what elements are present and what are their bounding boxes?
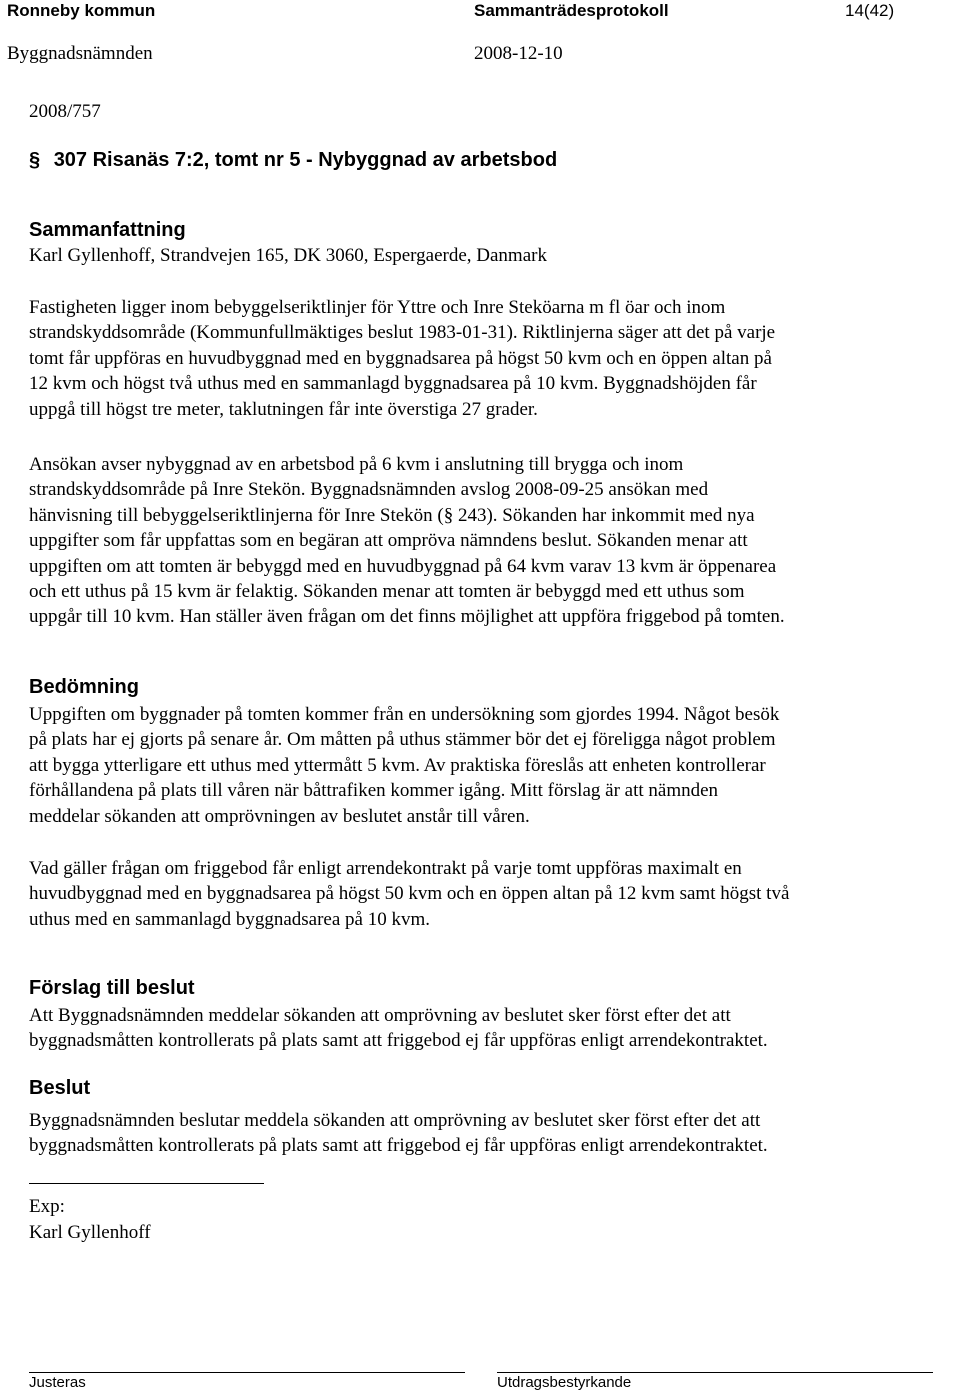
assessment-heading: Bedömning <box>29 676 139 698</box>
footer-line-right <box>497 1372 933 1373</box>
assessment-paragraph-2 <box>29 856 789 932</box>
text-line: byggnadsmåtten kontrollerats på plats samt att friggebod ej får uppföras enligt arrendekontraktet. <box>29 1135 768 1157</box>
text-line: uppgå till högst tre meter, taklutningen får inte överstiga 27 grader. <box>29 398 538 420</box>
text-line: uppgifter som får uppfattas som en begäran att ompröva nämndens beslut. Sökanden menar att <box>29 530 748 552</box>
text-line: meddelar sökanden att omprövningen av beslutet anstår till våren. <box>29 805 530 827</box>
text-line: Ansökan avser nybyggnad av en arbetsbod på 6 kvm i anslutning till brygga och inom <box>29 454 684 475</box>
summary-heading: Sammanfattning <box>29 219 186 241</box>
dispatch-label: Exp: <box>29 1196 65 1217</box>
text-line: Vad gäller frågan om friggebod får enligt arrendekontrakt på varje tomt uppföras maximalt en <box>29 858 742 879</box>
case-number: 2008/757 <box>29 101 101 122</box>
footer-justeras: Justeras <box>29 1374 86 1391</box>
document-type: Sammanträdesprotokoll <box>474 1 669 20</box>
text-line: huvudbyggnad med en byggnadsarea på högst 50 kvm och en öppen altan på 12 kvm samt högst två <box>29 883 790 905</box>
summary-paragraph-2 <box>29 452 785 630</box>
text-line: och ett uthus på 15 kvm är felaktig. Sökanden menar att tomten är bebyggd med ett uthus som <box>29 581 745 603</box>
footer-utdragsbestyrkande: Utdragsbestyrkande <box>497 1374 632 1391</box>
applicant-address: Karl Gyllenhoff, Strandvejen 165, DK 3060, Espergaerde, Danmark <box>29 245 547 266</box>
text-line: uppgår till 10 kvm. Han ställer även frågan om det finns möjlighet att uppföra friggebod på tomten. <box>29 606 785 628</box>
organization-name: Ronneby kommun <box>7 1 156 20</box>
decision-paragraph <box>29 1108 768 1159</box>
committee-name: Byggnadsnämnden <box>7 43 153 64</box>
decision-heading: Beslut <box>29 1077 91 1099</box>
text-line: strandskyddsområde (Kommunfullmäktiges beslut 1983-01-31). Riktlinjerna säger att det på varje <box>29 322 776 344</box>
text-line: att bygga ytterligare ett uthus med yttermått 5 kvm. Av praktiska föreslås att enheten kontrollerar <box>29 754 766 776</box>
paragraph-mark: § <box>29 149 41 171</box>
text-line: Uppgiften om byggnader på tomten kommer från en undersökning som gjordes 1994. Något besök <box>29 704 780 725</box>
text-line: Byggnadsnämnden beslutar meddela sökanden att omprövning av beslutet sker först efter det att <box>29 1110 761 1131</box>
dispatch-recipient: Karl Gyllenhoff <box>29 1222 151 1243</box>
text-line: Att Byggnadsnämnden meddelar sökanden att omprövning av beslutet sker först efter det att <box>29 1005 731 1026</box>
proposal-paragraph <box>29 1003 768 1054</box>
text-line: Fastigheten ligger inom bebyggelseriktlinjer för Yttre och Inre Steköarna m fl öar och inom <box>29 297 726 318</box>
footer-line-left <box>29 1372 465 1373</box>
text-line: tomt får uppföras en huvudbyggnad med en byggnadsarea på högst 50 kvm och en öppen altan på <box>29 347 772 369</box>
text-line: 12 kvm och högst två uthus med en sammanlagd byggnadsarea på 10 kvm. Byggnadshöjden får <box>29 373 757 395</box>
page-number: 14(42) <box>845 1 895 20</box>
summary-paragraph-1 <box>29 295 775 422</box>
text-line: uthus med en sammanlagd byggnadsarea på 10 kvm. <box>29 908 431 930</box>
signature-divider <box>29 1183 264 1184</box>
assessment-paragraph-1 <box>29 702 779 829</box>
meeting-date: 2008-12-10 <box>474 43 563 64</box>
text-line: på plats har ej gjorts på senare år. Om måtten på uthus stämmer bör det ej föreligga något problem <box>29 729 776 751</box>
text-line: byggnadsmåtten kontrollerats på plats samt att friggebod ej får uppföras enligt arrendekontraktet. <box>29 1030 768 1052</box>
proposal-heading: Förslag till beslut <box>29 977 195 999</box>
text-line: strandskyddsområde på Inre Stekön. Byggnadsnämnden avslog 2008-09-25 ansökan med <box>29 479 709 501</box>
text-line: hänvisning till bebyggelseriktlinjerna för Inre Stekön (§ 243). Sökanden har inkommit med nya <box>29 504 755 526</box>
text-line: uppgiften om att tomten är bebyggd med en huvudbyggnad på 64 kvm varav 13 kvm är öppenarea <box>29 555 777 577</box>
case-title: 307 Risanäs 7:2, tomt nr 5 - Nybyggnad av arbetsbod <box>53 149 558 171</box>
text-line: förhållandena på plats till våren när båttrafiken kommer igång. Mitt förslag är att nämnden <box>29 780 719 802</box>
case-title-row <box>29 149 557 172</box>
